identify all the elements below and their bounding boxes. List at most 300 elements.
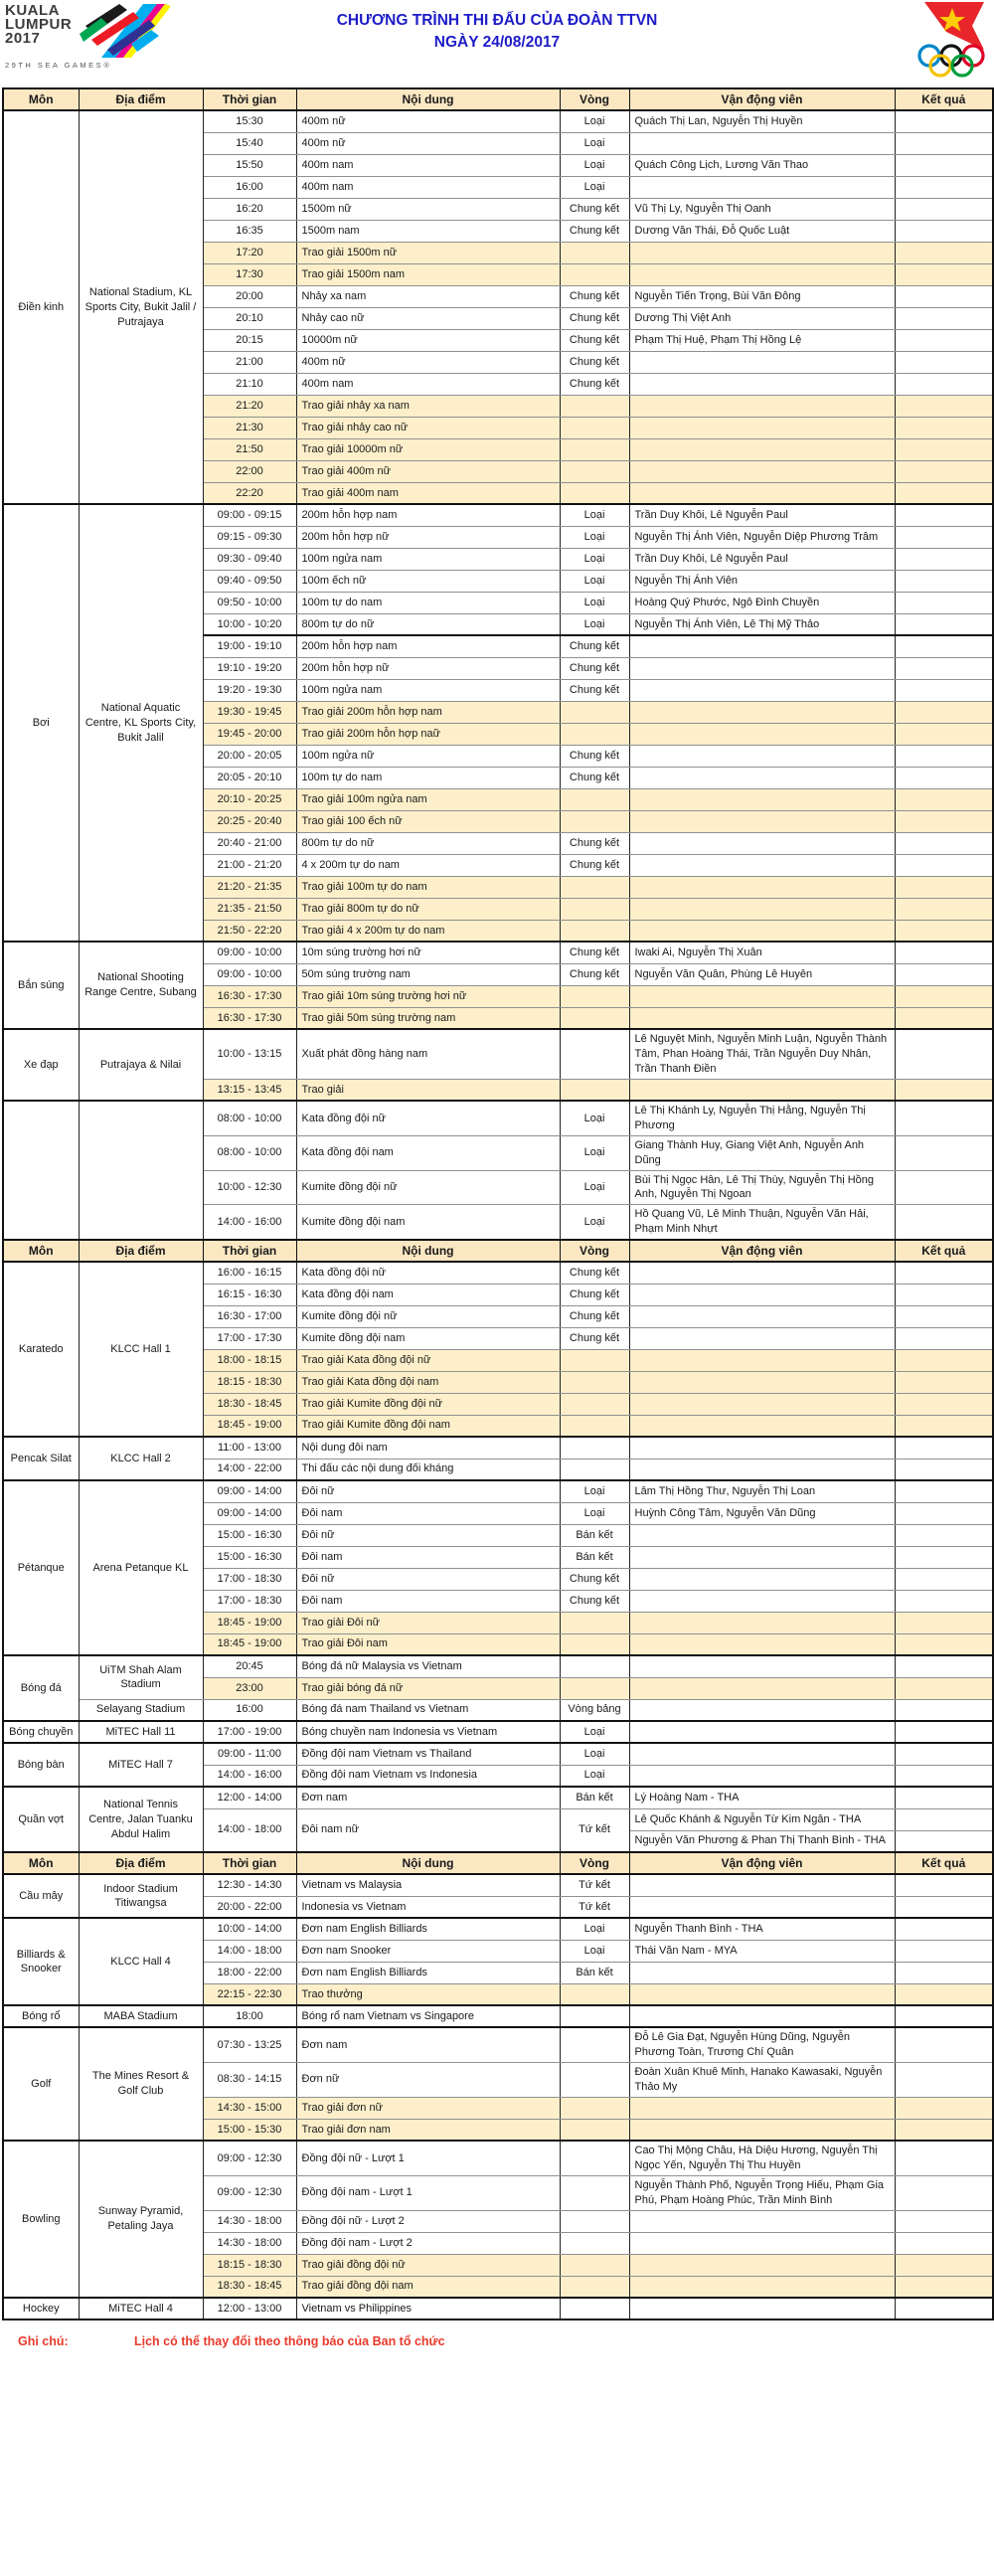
cell-content: 100m ngửa nam [296,679,560,701]
cell-content: Kata đồng đội nữ [296,1101,560,1135]
cell-time: 21:00 [203,351,296,373]
cell-result [895,657,993,679]
cell-time: 07:30 - 13:25 [203,2027,296,2062]
cell-sport: Hockey [3,2298,79,2319]
cell-time: 10:00 - 12:30 [203,1170,296,1205]
cell-result [895,1808,993,1830]
cell-athletes [629,745,895,767]
cell-result [895,329,993,351]
cell-round: Loại [560,1170,629,1205]
cell-content: 100m tự do nam [296,592,560,613]
cell-content: Trao giải 50m súng trường nam [296,1007,560,1029]
cell-athletes [629,1765,895,1787]
schedule-row [3,1101,993,1135]
cell-time: 21:50 [203,438,296,460]
cell-venue: KLCC Hall 1 [79,1262,203,1437]
schedule-row [3,2298,993,2319]
cell-round: Chung kết [560,1262,629,1284]
cell-result [895,176,993,198]
cell-result [895,220,993,242]
cell-result [895,832,993,854]
cell-athletes [629,1262,895,1284]
cell-time: 21:35 - 21:50 [203,898,296,920]
cell-content: Trao giải 1500m nữ [296,242,560,263]
cell-content: Đôi nam nữ [296,1808,560,1852]
cell-time: 08:30 - 14:15 [203,2063,296,2098]
cell-result [895,1962,993,1983]
cell-round: Chung kết [560,1284,629,1305]
cell-time: 10:00 - 10:20 [203,613,296,635]
cell-time: 14:00 - 18:00 [203,1940,296,1962]
cell-athletes [629,1612,895,1633]
cell-result [895,701,993,723]
columns-header-row [3,1852,993,1874]
cell-content: Trao giải nhảy cao nữ [296,417,560,438]
cell-round: Bán kết [560,1787,629,1808]
cell-sport: Pencak Silat [3,1437,79,1480]
cell-athletes: Quách Công Lịch, Lương Văn Thao [629,154,895,176]
column-header-2: Thời gian [203,1240,296,1262]
cell-athletes [629,723,895,745]
cell-round: Chung kết [560,1590,629,1612]
cell-round: Chung kết [560,963,629,985]
cell-time: 14:30 - 18:00 [203,2232,296,2254]
cell-round: Loại [560,504,629,526]
schedule-row [3,1655,993,1677]
cell-result [895,723,993,745]
cell-round [560,985,629,1007]
cell-athletes [629,1896,895,1918]
cell-round [560,242,629,263]
cell-athletes [629,1983,895,2005]
cell-result [895,1612,993,1633]
cell-venue: MABA Stadium [79,2005,203,2027]
column-header-0: Môn [3,1240,79,1262]
cell-time: 16:30 - 17:30 [203,1007,296,1029]
schedule-table-body [3,88,993,2319]
schedule-row [3,2005,993,2027]
cell-result [895,438,993,460]
cell-result [895,1079,993,1101]
cell-result [895,2063,993,2098]
cell-sport: Bowling [3,2141,79,2298]
cell-result [895,1502,993,1524]
cell-round: Chung kết [560,832,629,854]
schedule-row [3,1699,993,1721]
cell-athletes [629,1007,895,1029]
cell-result [895,1874,993,1896]
page-header [0,0,994,87]
cell-venue: National Stadium, KL Sports City, Bukit Jalil / Putrajaya [79,110,203,504]
cell-round: Loại [560,1101,629,1135]
cell-time: 21:50 - 22:20 [203,920,296,942]
cell-time: 16:00 - 16:15 [203,1262,296,1284]
cell-result [895,1284,993,1305]
cell-result [895,1480,993,1502]
cell-result [895,1699,993,1721]
cell-content: Vietnam vs Malaysia [296,1874,560,1896]
cell-round [560,2276,629,2298]
cell-content: Đồng đội nữ - Lượt 2 [296,2210,560,2232]
cell-content: Kumite đồng đội nữ [296,1305,560,1327]
cell-time: 09:00 - 12:30 [203,2141,296,2175]
cell-round: Tứ kết [560,1808,629,1852]
cell-time: 20:45 [203,1655,296,1677]
column-header-5: Vận động viên [629,1852,895,1874]
vietnam-flag-and-rings-graphic [912,0,986,82]
cell-athletes [629,898,895,920]
cell-content: Trao giải 10m súng trường hơi nữ [296,985,560,1007]
cell-time: 08:00 - 10:00 [203,1101,296,1135]
cell-result [895,570,993,592]
cell-athletes [629,132,895,154]
cell-round: Loại [560,526,629,548]
cell-athletes: Đoàn Xuân Khuê Minh, Hanako Kawasaki, Nguyễn Thảo My [629,2063,895,2098]
cell-result [895,679,993,701]
cell-athletes: Trần Duy Khôi, Lê Nguyễn Paul [629,548,895,570]
cell-content: Indonesia vs Vietnam [296,1896,560,1918]
schedule-row [3,2027,993,2062]
column-header-1: Địa điểm [79,88,203,110]
cell-athletes [629,1305,895,1327]
cell-time: 09:00 - 10:00 [203,942,296,963]
cell-athletes [629,1349,895,1371]
cell-round [560,2298,629,2319]
cell-venue: MiTEC Hall 11 [79,1721,203,1743]
cell-venue: Selayang Stadium [79,1699,203,1721]
cell-round [560,2254,629,2276]
cell-athletes [629,2119,895,2141]
cell-content: Trao giải 400m nữ [296,460,560,482]
cell-round [560,1655,629,1677]
cell-athletes [629,438,895,460]
cell-athletes: Dương Văn Thái, Đỗ Quốc Luật [629,220,895,242]
cell-round: Loại [560,154,629,176]
cell-time: 17:00 - 17:30 [203,1327,296,1349]
cell-time: 09:15 - 09:30 [203,526,296,548]
cell-round: Chung kết [560,373,629,395]
cell-content: 1500m nam [296,220,560,242]
cell-round: Chung kết [560,635,629,657]
cell-round: Loại [560,1205,629,1240]
cell-time: 15:00 - 16:30 [203,1546,296,1568]
cell-athletes [629,242,895,263]
cell-round: Loại [560,1502,629,1524]
cell-round [560,2232,629,2254]
cell-round [560,1612,629,1633]
cell-athletes [629,832,895,854]
cell-time: 17:30 [203,263,296,285]
cell-round [560,2063,629,2098]
cell-round [560,2210,629,2232]
cell-round: Loại [560,1480,629,1502]
cell-time: 20:10 - 20:25 [203,788,296,810]
cell-time: 18:15 - 18:30 [203,2254,296,2276]
cell-athletes: Đỗ Lê Gia Đạt, Nguyễn Hùng Dũng, Nguyễn Phương Toàn, Trương Chí Quân [629,2027,895,2062]
cell-content: Trao giải [296,1079,560,1101]
cell-content: Kata đồng đội nam [296,1135,560,1170]
cell-athletes: Lê Nguyệt Minh, Nguyễn Minh Luận, Nguyễn Thành Tâm, Phan Hoàng Thái, Trần Nguyễn Duy Nhân, Trần Thanh Điền [629,1029,895,1079]
cell-athletes [629,1079,895,1101]
cell-athletes: Nguyễn Thanh Bình - THA [629,1918,895,1940]
cell-round [560,788,629,810]
cell-athletes: Vũ Thị Ly, Nguyễn Thị Oanh [629,198,895,220]
cell-round: Loại [560,1918,629,1940]
cell-time: 12:00 - 13:00 [203,2298,296,2319]
cell-athletes [629,2298,895,2319]
schedule-row [3,1743,993,1765]
cell-athletes: Quách Thị Lan, Nguyễn Thị Huyền [629,110,895,132]
cell-time: 10:00 - 13:15 [203,1029,296,1079]
cell-round [560,1983,629,2005]
cell-venue: Indoor Stadium Titiwangsa [79,1874,203,1918]
cell-time: 20:00 - 20:05 [203,745,296,767]
cell-time: 17:20 [203,242,296,263]
cell-result [895,373,993,395]
cell-result [895,154,993,176]
cell-athletes [629,2210,895,2232]
cell-time: 20:10 [203,307,296,329]
cell-content: Trao giải đồng đội nam [296,2276,560,2298]
cell-athletes: Trần Duy Khôi, Lê Nguyễn Paul [629,504,895,526]
cell-venue: MiTEC Hall 4 [79,2298,203,2319]
cell-sport: Karatedo [3,1262,79,1437]
footer-note [18,2334,994,2362]
cell-round [560,1393,629,1415]
schedule-row [3,1721,993,1743]
logo-text-lumpur: LUMPUR [5,16,73,33]
cell-time: 19:20 - 19:30 [203,679,296,701]
cell-result [895,285,993,307]
cell-round: Loại [560,592,629,613]
cell-round [560,1415,629,1437]
cell-time: 21:20 - 21:35 [203,876,296,898]
cell-content: Trao giải 1500m nam [296,263,560,285]
cell-result [895,1327,993,1349]
column-header-0: Môn [3,1852,79,1874]
cell-content: Trao giải đơn nam [296,2119,560,2141]
cell-result [895,417,993,438]
cell-content: 400m nam [296,154,560,176]
cell-content: Trao giải 10000m nữ [296,438,560,460]
cell-result [895,460,993,482]
cell-time: 09:00 - 11:00 [203,1743,296,1765]
cell-content: Bóng đá nam Thailand vs Vietnam [296,1699,560,1721]
cell-result [895,2210,993,2232]
cell-result [895,1918,993,1940]
cell-round [560,417,629,438]
cell-venue: Putrajaya & Nilai [79,1029,203,1101]
cell-athletes [629,2005,895,2027]
cell-athletes: Thái Văn Nam - MYA [629,1940,895,1962]
cell-content: Trao giải 800m tự do nữ [296,898,560,920]
logo-text-2017: 2017 [5,30,41,47]
cell-result [895,1262,993,1284]
cell-content: 100m ngửa nam [296,548,560,570]
cell-time: 09:00 - 09:15 [203,504,296,526]
cell-content: 400m nam [296,176,560,198]
schedule-row [3,2141,993,2175]
cell-sport: Golf [3,2027,79,2141]
cell-athletes: Iwaki Ai, Nguyễn Thị Xuân [629,942,895,963]
cell-time: 16:35 [203,220,296,242]
cell-athletes: Cao Thị Mộng Châu, Hà Diệu Hương, Nguyễn Thị Ngọc Yến, Nguyễn Thị Thu Huyền [629,2141,895,2175]
cell-venue [79,1101,203,1240]
cell-content: Đôi nữ [296,1524,560,1546]
cell-athletes: Phạm Thị Huệ, Phạm Thị Hồng Lệ [629,329,895,351]
cell-round [560,1007,629,1029]
sea-games-ribbon-graphic [72,4,171,58]
cell-content: Đôi nữ [296,1568,560,1590]
cell-round: Bán kết [560,1524,629,1546]
cell-athletes [629,1524,895,1546]
cell-athletes: Nguyễn Thị Ánh Viên, Lê Thị Mỹ Thảo [629,613,895,635]
cell-time: 17:00 - 18:30 [203,1590,296,1612]
cell-time: 21:20 [203,395,296,417]
logo-text-sea-games: 29TH SEA GAMES® [5,61,112,70]
cell-result [895,920,993,942]
cell-athletes: Nguyễn Thị Ánh Viên, Nguyễn Diệp Phương Trâm [629,526,895,548]
cell-content: Bóng đá nữ Malaysia vs Vietnam [296,1655,560,1677]
column-header-2: Thời gian [203,1852,296,1874]
cell-athletes [629,1546,895,1568]
cell-content: 400m nam [296,373,560,395]
cell-content: Đồng đội nam Vietnam vs Indonesia [296,1765,560,1787]
column-header-5: Vận động viên [629,88,895,110]
cell-round: Loại [560,176,629,198]
cell-content: 10000m nữ [296,329,560,351]
cell-round: Chung kết [560,307,629,329]
cell-content: Trao giải 4 x 200m tự do nam [296,920,560,942]
cell-content: Kumite đồng đội nam [296,1327,560,1349]
cell-result [895,876,993,898]
cell-athletes [629,1590,895,1612]
cell-result [895,2175,993,2210]
cell-time: 22:15 - 22:30 [203,1983,296,2005]
schedule-row [3,1874,993,1896]
cell-athletes: Lê Thị Khánh Ly, Nguyễn Thị Hằng, Nguyễn Thị Phương [629,1101,895,1135]
cell-content: Vietnam vs Philippines [296,2298,560,2319]
cell-time: 15:40 [203,132,296,154]
cell-result [895,1205,993,1240]
cell-result [895,1349,993,1371]
cell-time: 15:00 - 15:30 [203,2119,296,2141]
cell-content: Trao giải Đôi nam [296,1633,560,1655]
cell-content: Đơn nam [296,2027,560,2062]
cell-result [895,635,993,657]
cell-sport: Pétanque [3,1480,79,1655]
schedule-row [3,110,993,132]
cell-time: 18:00 [203,2005,296,2027]
cell-result [895,1633,993,1655]
cell-result [895,2097,993,2119]
cell-time: 18:15 - 18:30 [203,1371,296,1393]
cell-result [895,1896,993,1918]
cell-content: 1500m nữ [296,198,560,220]
cell-athletes: Nguyễn Thành Phố, Nguyễn Trọng Hiếu, Phạm Gia Phú, Phạm Hoàng Phúc, Trần Minh Bình [629,2175,895,2210]
cell-athletes [629,635,895,657]
cell-content: 400m nữ [296,351,560,373]
cell-content: Trao giải bóng đá nữ [296,1677,560,1699]
cell-athletes: Hoàng Quý Phước, Ngô Đình Chuyền [629,592,895,613]
cell-content: Kumite đồng đội nam [296,1205,560,1240]
cell-time: 18:45 - 19:00 [203,1415,296,1437]
cell-time: 15:50 [203,154,296,176]
cell-venue: National Aquatic Centre, KL Sports City, Bukit Jalil [79,504,203,942]
cell-round: Chung kết [560,679,629,701]
cell-time: 21:30 [203,417,296,438]
cell-result [895,1568,993,1590]
cell-content: Trao giải Đôi nữ [296,1612,560,1633]
cell-result [895,2027,993,2062]
cell-venue: UiTM Shah Alam Stadium [79,1655,203,1699]
cell-time: 22:20 [203,482,296,504]
column-header-3: Nội dung [296,1852,560,1874]
cell-round [560,1349,629,1371]
cell-time: 08:00 - 10:00 [203,1135,296,1170]
column-header-3: Nội dung [296,1240,560,1262]
cell-result [895,810,993,832]
cell-round: Chung kết [560,220,629,242]
cell-sport: Cầu mây [3,1874,79,1918]
cell-result [895,1765,993,1787]
cell-content: Đơn nữ [296,2063,560,2098]
cell-athletes: Giang Thành Huy, Giang Việt Anh, Nguyễn Anh Dũng [629,1135,895,1170]
cell-result [895,942,993,963]
cell-result [895,1546,993,1568]
cell-result [895,504,993,526]
schedule-row [3,942,993,963]
cell-content: Đôi nam [296,1546,560,1568]
cell-result [895,198,993,220]
cell-time: 09:00 - 10:00 [203,963,296,985]
cell-round: Chung kết [560,198,629,220]
cell-time: 13:15 - 13:45 [203,1079,296,1101]
column-header-4: Vòng [560,88,629,110]
cell-athletes [629,2276,895,2298]
cell-round: Bán kết [560,1546,629,1568]
cell-athletes [629,373,895,395]
cell-sport [3,1101,79,1240]
cell-round [560,1029,629,1079]
cell-result [895,1170,993,1205]
cell-content: 200m hỗn hợp nam [296,635,560,657]
cell-content: 100m tự do nam [296,767,560,788]
cell-athletes [629,2254,895,2276]
cell-result [895,263,993,285]
cell-content: Nội dung đôi nam [296,1437,560,1459]
cell-athletes [629,482,895,504]
cell-time: 20:00 [203,285,296,307]
cell-content: 400m nữ [296,110,560,132]
cell-time: 16:30 - 17:00 [203,1305,296,1327]
cell-time: 19:00 - 19:10 [203,635,296,657]
cell-athletes [629,701,895,723]
cell-athletes: Nguyễn Tiến Trọng, Bùi Văn Đông [629,285,895,307]
cell-result [895,2005,993,2027]
cell-content: Trao giải 200m hỗn hợp naữ [296,723,560,745]
cell-result [895,854,993,876]
cell-round: Chung kết [560,285,629,307]
cell-time: 16:00 [203,1699,296,1721]
cell-result [895,1007,993,1029]
cell-content: Kata đồng đội nữ [296,1262,560,1284]
cell-athletes [629,1874,895,1896]
cell-time: 22:00 [203,460,296,482]
cell-result [895,2276,993,2298]
sea-games-2017-logo [5,4,204,70]
page-title-line1: CHƯƠNG TRÌNH THI ĐẤU CỦA ĐOÀN TTVN [336,12,658,29]
